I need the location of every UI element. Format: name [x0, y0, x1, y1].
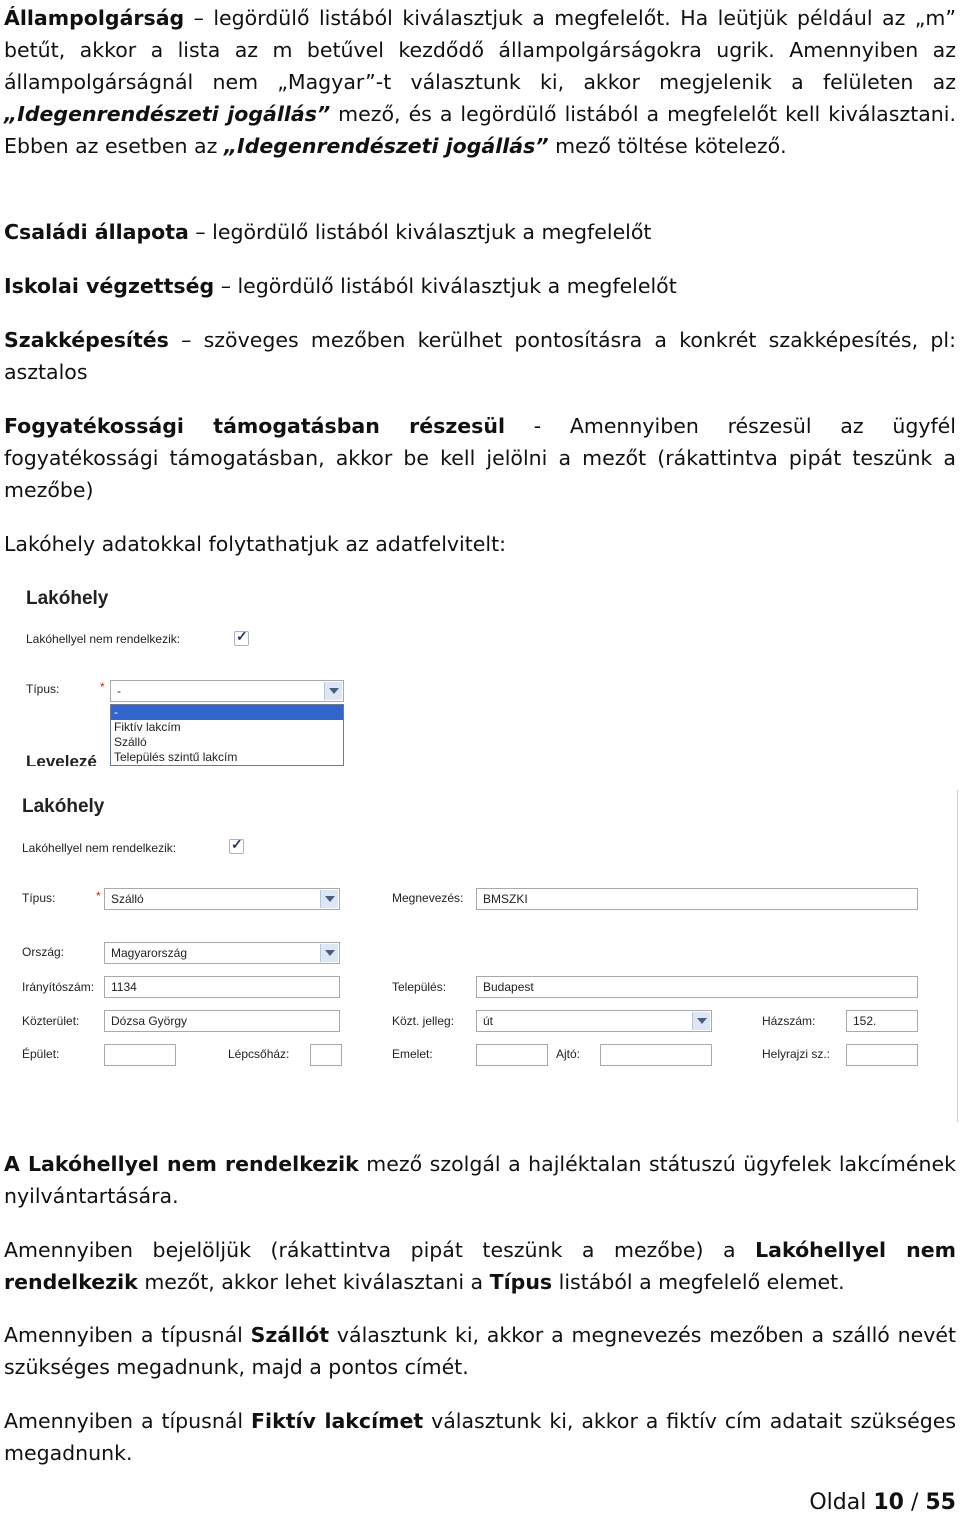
tipus-term: Típus: [489, 1270, 553, 1294]
door-label: Ajtó:: [556, 1047, 581, 1061]
type-select-value: -: [117, 684, 121, 698]
section-heading: Lakóhely: [26, 588, 109, 609]
house-field[interactable]: 152.: [846, 1010, 918, 1032]
type-select-value: Szálló: [111, 892, 144, 906]
bejeloljuk-text-2: mezőt, akkor lehet kiválasztani a: [137, 1270, 490, 1294]
fiktiv-term: Fiktív lakcímet: [251, 1409, 424, 1433]
bejeloljuk-paragraph: [4, 1234, 956, 1298]
city-field[interactable]: Budapest: [476, 976, 918, 998]
section-heading: Lakóhely: [22, 796, 105, 817]
current-page: 10: [873, 1490, 904, 1515]
stair-field[interactable]: [310, 1044, 342, 1066]
name-label: Megnevezés:: [392, 891, 464, 905]
lakohellyel-text: mező szolgál a hajléktalan státuszú ügyfelek lakcímének nyilvántartására.: [4, 1152, 956, 1208]
type-select[interactable]: [110, 680, 344, 702]
panel-edge: [957, 790, 958, 1122]
bejeloljuk-text-3: listából a megfelelő elemet.: [552, 1270, 845, 1294]
fogyatekossagi-label: Fogyatékossági támogatásban részesül: [4, 414, 505, 438]
dropdown-option[interactable]: -: [111, 705, 343, 720]
door-field[interactable]: [600, 1044, 712, 1066]
total-pages: 55: [925, 1490, 956, 1515]
no-residence-checkbox[interactable]: [234, 628, 249, 646]
fiktiv-text-1: Amennyiben a típusnál: [4, 1409, 252, 1433]
allampolgarsag-text-2: mező, és a legördülő listából a megfelelőt kell kiválasztani. Ebben az esetben az: [4, 102, 956, 158]
building-field[interactable]: [104, 1044, 176, 1066]
city-label: Település:: [392, 980, 447, 994]
country-select-value: Magyarország: [111, 946, 188, 960]
csaladi-label: Családi állapota: [4, 220, 189, 244]
country-label: Ország:: [22, 945, 65, 959]
iskolai-text: – legördülő listából kiválasztjuk a megfelelőt: [214, 274, 677, 298]
page-separator: /: [903, 1490, 926, 1515]
lakohellyel-term: A Lakóhellyel nem rendelkezik: [4, 1152, 359, 1176]
type-dropdown-list: [110, 704, 344, 766]
szakkepesites-label: Szakképesítés: [4, 328, 169, 352]
dropdown-option[interactable]: Település szintű lakcím: [114, 750, 238, 764]
szallo-paragraph: [4, 1319, 956, 1383]
chevron-down-icon[interactable]: [324, 682, 342, 700]
checkmark-icon: ✓: [236, 628, 248, 644]
lot-field[interactable]: [846, 1044, 918, 1066]
allampolgarsag-text: – legördülő listából kiválasztjuk a megfelelőt. Ha leütjük például az „m” betűt, akkor a lista az m betűvel kezdődő állampolgárságokra ugrik. Amennyiben az állampolgárságnál nem „Magyar”-t választunk ki, akkor megjelenik a felületen az: [4, 6, 956, 94]
screenshot-lakohely-dropdown: [8, 580, 360, 766]
fiktiv-text-2: választunk ki, akkor a fiktív cím adatait szükséges megadnunk.: [4, 1409, 956, 1465]
no-residence-checkbox[interactable]: [229, 836, 244, 854]
street-type-value: út: [483, 1014, 494, 1028]
allampolgarsag-text-3: mező töltése kötelező.: [548, 134, 787, 158]
page-prefix: Oldal: [809, 1490, 874, 1515]
type-label: Típus:: [26, 682, 60, 696]
street-field[interactable]: Dózsa György: [104, 1010, 340, 1032]
house-label: Házszám:: [762, 1014, 816, 1028]
chevron-down-icon[interactable]: [320, 944, 338, 962]
dropdown-option[interactable]: Szálló: [114, 735, 147, 749]
required-star: *: [96, 889, 101, 903]
cutoff-heading: Levelezé: [26, 752, 97, 766]
szallo-text-1: Amennyiben a típusnál: [4, 1323, 251, 1347]
dropdown-option[interactable]: Fiktív lakcím: [114, 720, 181, 734]
szallo-text-2: választunk ki, akkor a megnevezés mezőben a szálló nevét szükséges megadnunk, majd a pontos címét.: [4, 1323, 956, 1379]
lakohely-intro: Lakóhely adatokkal folytathatjuk az adatfelvitelt:: [4, 532, 507, 556]
lot-label: Helyrajzi sz.:: [762, 1047, 831, 1061]
street-type-select[interactable]: [476, 1010, 712, 1032]
bejeloljuk-term: Lakóhellyel nem rendelkezik: [4, 1238, 957, 1294]
building-label: Épület:: [22, 1047, 60, 1061]
szakkepesites-paragraph: [4, 324, 956, 388]
lakohellyel-paragraph: [4, 1148, 956, 1212]
csaladi-text: – legördülő listából kiválasztjuk a megfelelőt: [188, 220, 652, 244]
iskolai-label: Iskolai végzettség: [4, 274, 215, 298]
zip-label: Irányítószám:: [22, 980, 95, 994]
type-label: Típus:: [22, 891, 56, 905]
stair-label: Lépcsőház:: [228, 1047, 290, 1061]
szakkepesites-text: – szöveges mezőben kerülhet pontosításra a konkrét szakképesítés, pl: asztalos: [4, 328, 956, 384]
idegenrendeszeti-term-1: „Idegenrendészeti jogállás”: [4, 102, 331, 126]
bejeloljuk-text-1: Amennyiben bejelöljük (rákattintva pipát teszünk a mezőbe) a: [4, 1238, 756, 1262]
checkmark-icon: ✓: [231, 836, 243, 852]
fogyatekossagi-paragraph: [4, 410, 956, 506]
no-residence-label: Lakóhellyel nem rendelkezik:: [26, 632, 181, 646]
floor-label: Emelet:: [392, 1047, 433, 1061]
allampolgarsag-label: Állampolgárság: [4, 6, 185, 30]
chevron-down-icon[interactable]: [320, 890, 338, 908]
page-number: [809, 1490, 956, 1515]
street-label: Közterület:: [22, 1014, 80, 1028]
idegenrendeszeti-term-2: „Idegenrendészeti jogállás”: [223, 134, 549, 158]
csaladi-paragraph: [4, 216, 956, 248]
allampolgarsag-paragraph: [4, 2, 956, 162]
type-select[interactable]: [104, 888, 340, 910]
required-star: *: [100, 680, 105, 694]
fiktiv-paragraph: [4, 1405, 956, 1469]
screenshot-lakohely-form: [4, 790, 958, 1122]
szallo-term: Szállót: [250, 1323, 330, 1347]
zip-field[interactable]: 1134: [104, 976, 340, 998]
no-residence-label: Lakóhellyel nem rendelkezik:: [22, 841, 177, 855]
name-field[interactable]: BMSZKI: [476, 888, 918, 910]
chevron-down-icon[interactable]: [692, 1012, 710, 1030]
fogyatekossagi-text: - Amennyiben részesül az ügyfél fogyatékossági támogatásban, akkor be kell jelölni a mezőt (rákattintva pipát teszünk a mezőbe): [4, 414, 956, 502]
floor-field[interactable]: [476, 1044, 548, 1066]
iskolai-paragraph: [4, 270, 956, 302]
country-select[interactable]: [104, 942, 340, 964]
street-type-label: Közt. jelleg:: [392, 1014, 455, 1028]
